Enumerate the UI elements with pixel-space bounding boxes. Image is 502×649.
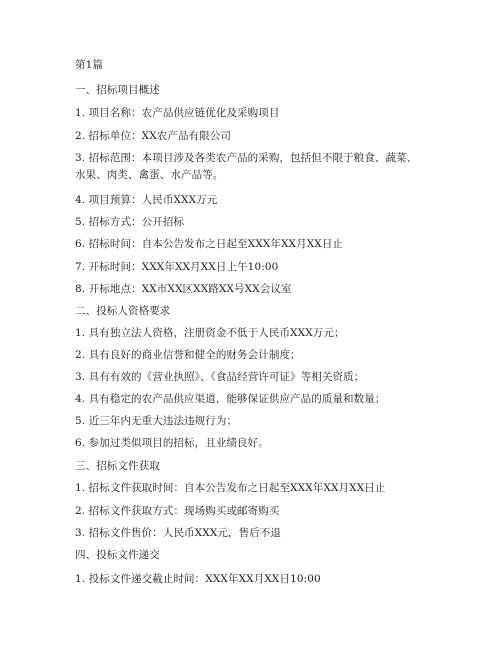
qualification-item: 4. 具有稳定的农产品供应渠道，能够保证供应产品的质量和数量；: [75, 393, 386, 405]
heading-documents: 三、招标文件获取: [75, 460, 160, 472]
submission-item: 1. 投标文件递交截止时间：XXX年XX月XX日10:00: [75, 573, 321, 585]
document-item: 1. 招标文件获取时间：自本公告发布之日起至XXX年XX月XX日止: [75, 482, 386, 494]
overview-item: 7. 开标时间：XXX年XX月XX日上午10:00: [75, 261, 279, 273]
document-item: 3. 招标文件售价：人民币XXX元，售后不退: [75, 527, 281, 539]
document-item: 2. 招标文件获取方式：现场购买或邮寄购买: [75, 505, 280, 517]
overview-item: 5. 招标方式：公开招标: [75, 216, 185, 228]
qualification-item: 6. 参加过类似项目的招标，且业绩良好。: [75, 437, 269, 449]
qualification-item: 1. 具有独立法人资格，注册资金不低于人民币XXX万元；: [75, 327, 345, 339]
overview-item: 2. 招标单位：XX农产品有限公司: [75, 130, 232, 142]
overview-item: 1. 项目名称：农产品供应链优化及采购项目: [75, 107, 280, 119]
heading-qualification: 二、投标人资格要求: [75, 305, 171, 317]
overview-item: 8. 开标地点：XX市XX区XX路XX号XX会议室: [75, 283, 292, 295]
qualification-item: 5. 近三年内无重大违法违规行为；: [75, 415, 238, 427]
heading-overview: 一、招标项目概述: [75, 84, 160, 96]
overview-item: 6. 招标时间：自本公告发布之日起至XXX年XX月XX日止: [75, 238, 344, 250]
qualification-item: 3. 具有有效的《营业执照》、《食品经营许可证》等相关资质；: [75, 371, 365, 383]
heading-submission: 四、投标文件递交: [75, 549, 160, 561]
overview-item: 4. 项目预算：人民币XXX万元: [75, 194, 218, 206]
section-label: 第1篇: [75, 59, 103, 71]
overview-item: 3. 招标范围：本项目涉及各类农产品的采购，包括但不限于粮食、蔬菜、水果、肉类、禽蛋、水产品等。: [75, 152, 418, 181]
qualification-item: 2. 具有良好的商业信誉和健全的财务会计制度；: [75, 349, 301, 361]
